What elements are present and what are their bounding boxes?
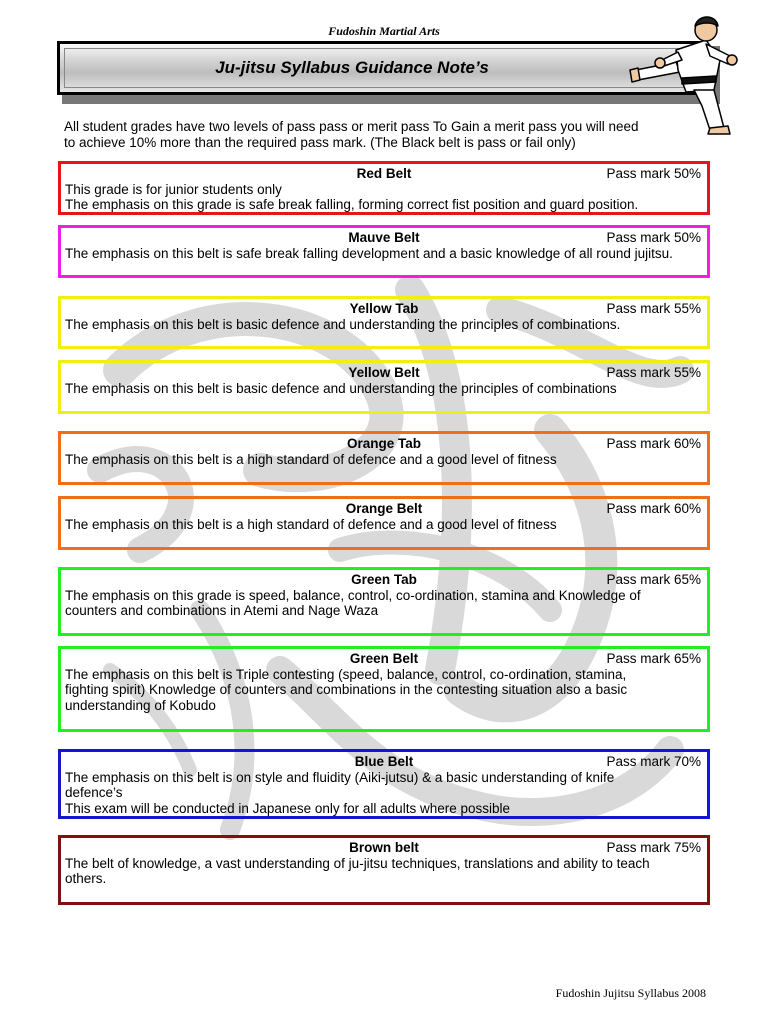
intro-line-2: to achieve 10% more than the required pass mark. (The Black belt is pass or fail only) [64, 135, 576, 150]
belt-description-line: This exam will be conducted in Japanese only for all adults where possible [65, 800, 510, 816]
belt-box-green-tab [58, 567, 710, 636]
belt-name: Yellow Tab [349, 301, 419, 316]
belt-description-line: fighting spirit) Knowledge of counters and combinations in the contesting situation also a basic [65, 682, 628, 697]
belt-name: Yellow Belt [348, 365, 420, 380]
belt-description-line: others. [65, 871, 107, 886]
belt-name: Green Belt [349, 651, 419, 666]
belt-description-line: The emphasis on this belt is on style and fluidity (Aiki-jutsu) & a basic understanding of knife [65, 769, 615, 785]
belt-header [65, 572, 703, 588]
belt-name: Brown belt [349, 840, 419, 855]
page-title: Ju-jitsu Syllabus Guidance Note’s [215, 58, 489, 77]
pass-mark: Pass mark 60% [606, 501, 701, 516]
belt-box-orange-belt [58, 496, 710, 550]
belt-box-orange-tab [58, 431, 710, 485]
belt-name: Blue Belt [354, 754, 414, 769]
belt-name: Mauve Belt [348, 230, 420, 245]
martial-artist-icon [628, 10, 738, 135]
belt-description-line: counters and combinations in Atemi and Nage Waza [65, 603, 379, 618]
organization-label: Fudoshin Martial Arts [328, 24, 440, 38]
belt-description-line: The emphasis on this belt is basic defence and understanding the principles of combinations. [65, 316, 621, 332]
belt-header [65, 501, 703, 517]
belt-header [65, 840, 703, 856]
belt-header [65, 651, 703, 667]
belt-box-yellow-belt [58, 360, 710, 414]
belt-description-line: The emphasis on this grade is speed, balance, control, co-ordination, stamina and Knowledge of [65, 587, 641, 603]
pass-mark: Pass mark 60% [606, 436, 701, 451]
belt-description-line: understanding of Kobudo [65, 697, 216, 713]
title-banner [57, 41, 707, 95]
belt-description-line: The emphasis on this belt is a high standard of defence and a good level of fitness [65, 516, 557, 532]
belt-description-line: The emphasis on this belt is basic defence and understanding the principles of combinations [65, 380, 617, 396]
belt-header [65, 754, 703, 770]
belt-header [65, 301, 703, 317]
pass-mark: Pass mark 55% [606, 365, 701, 380]
footer-text: Fudoshin Jujitsu Syllabus 2008 [555, 986, 706, 1000]
belt-description-line: The emphasis on this belt is safe break falling development and a basic knowledge of all round jujitsu. [65, 245, 673, 261]
belt-header [65, 230, 703, 246]
belt-box-blue-belt [58, 749, 710, 819]
pass-mark: Pass mark 65% [606, 572, 701, 587]
belt-description-line: defence’s [65, 785, 123, 800]
pass-mark: Pass mark 50% [606, 230, 701, 245]
belt-description-line: The emphasis on this belt is a high standard of defence and a good level of fitness [65, 451, 557, 467]
belt-box-green-belt [58, 646, 710, 732]
belt-name: Green Tab [351, 572, 417, 587]
belt-name: Orange Belt [345, 501, 423, 516]
belt-description-line: The emphasis on this grade is safe break falling, forming correct fist position and guard position. [65, 197, 639, 212]
intro-paragraph [64, 119, 724, 151]
intro-line-1: All student grades have two levels of pass pass or merit pass To Gain a merit pass you will need [64, 119, 639, 134]
belt-box-mauve-belt [58, 225, 710, 278]
belt-header [65, 365, 703, 381]
belt-description-line: The emphasis on this belt is Triple contesting (speed, balance, control, co-ordination, stamina, [65, 666, 627, 682]
pass-mark: Pass mark 75% [606, 840, 701, 855]
belt-name: Orange Tab [346, 436, 421, 451]
belt-name: Red Belt [356, 166, 412, 181]
belt-box-yellow-tab [58, 296, 710, 349]
belt-header [65, 436, 703, 452]
pass-mark: Pass mark 70% [606, 754, 701, 769]
pass-mark: Pass mark 55% [606, 301, 701, 316]
pass-mark: Pass mark 50% [606, 166, 701, 181]
belt-description-line: This grade is for junior students only [65, 181, 282, 197]
belt-header [65, 166, 703, 182]
belt-box-red-belt [58, 161, 710, 215]
pass-mark: Pass mark 65% [606, 651, 701, 666]
belt-description-line: The belt of knowledge, a vast understanding of ju-jitsu techniques, translations and ability to teach [65, 855, 650, 871]
belt-box-brown-belt [58, 835, 710, 905]
